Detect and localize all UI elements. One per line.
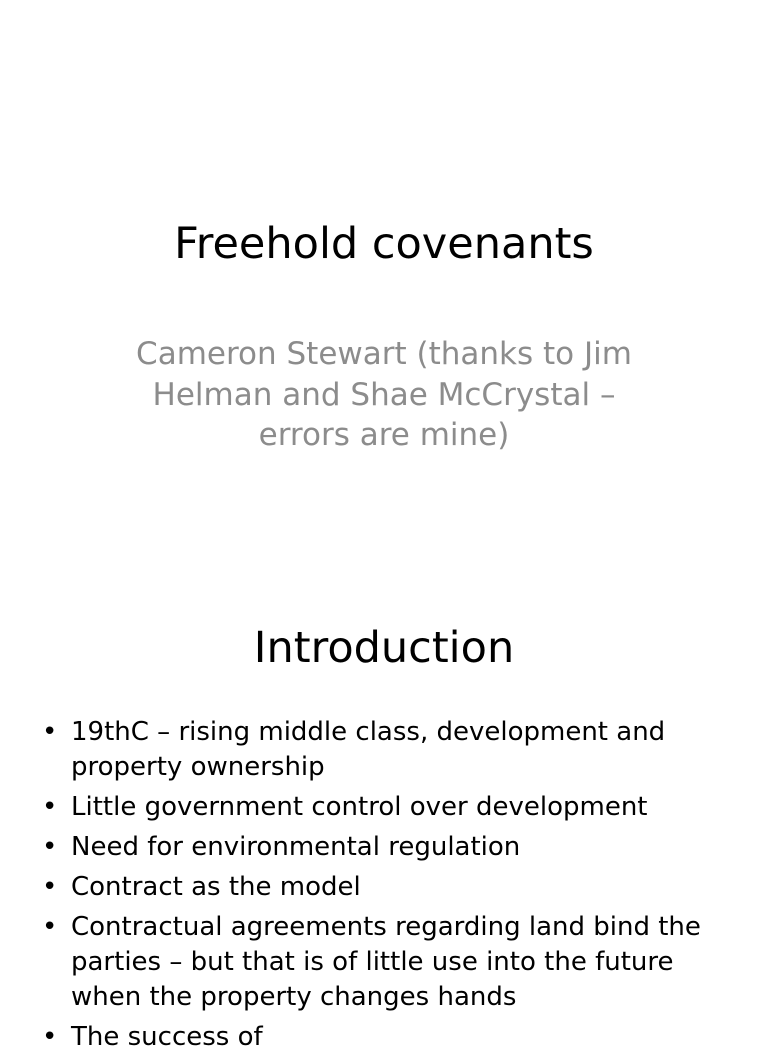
bullet-text: Contract as the model <box>71 872 361 902</box>
bullet-marker: • <box>42 792 58 822</box>
bullet-item <box>40 790 740 825</box>
slide-title-heading: Freehold covenants <box>174 219 594 269</box>
bullet-marker: • <box>42 872 58 902</box>
bullet-text: Contractual agreements regarding land bind the parties – but that is of little use into the future when the property changes hands <box>71 912 701 1012</box>
bullet-text: The success of <box>71 1022 263 1052</box>
bullet-text: Need for environmental regulation <box>71 832 521 862</box>
bullet-item <box>40 830 740 865</box>
bullet-text: 19thC – rising middle class, development and property ownership <box>71 717 666 782</box>
bullet-marker: • <box>42 1022 58 1052</box>
slide-subtitle: Cameron Stewart (thanks to Jim Helman and Shae McCrystal – errors are mine) <box>136 336 632 453</box>
bullet-text: Little government control over development <box>71 792 648 822</box>
bullet-item <box>40 715 740 785</box>
slide-introduction-heading: Introduction <box>253 623 515 673</box>
bullet-list <box>40 715 740 1060</box>
bullet-marker: • <box>42 912 58 942</box>
slide-introduction <box>0 576 768 1052</box>
bullet-item <box>40 870 740 905</box>
bullet-marker: • <box>42 717 58 747</box>
bullet-item <box>40 910 740 1015</box>
bullet-marker: • <box>42 832 58 862</box>
bullet-item <box>40 1020 740 1055</box>
